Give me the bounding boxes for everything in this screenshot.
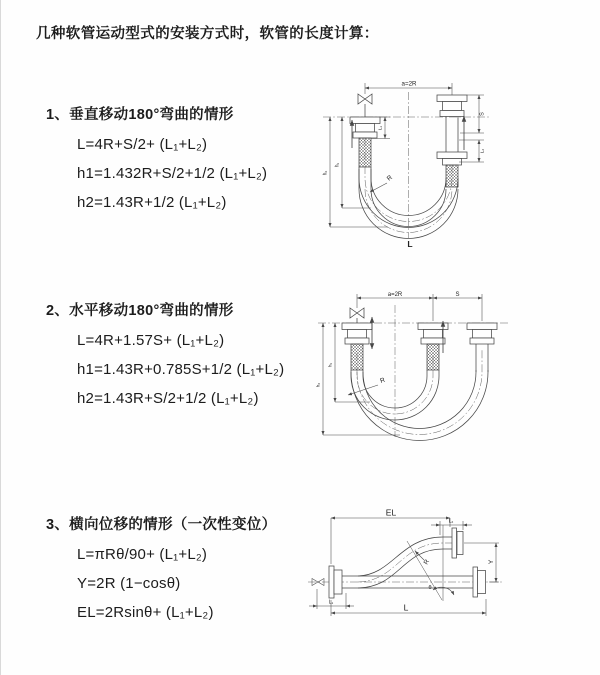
radius-label: R [385, 174, 394, 183]
s-curve-hose [358, 537, 452, 588]
dimension-l [328, 599, 486, 616]
dim-label-h1: h₁ [334, 162, 341, 168]
dim-label-el: EL [385, 507, 397, 518]
section-3-heading: 3、横向位移的情形（一次性变位） [46, 517, 277, 533]
section-3-formula-EL: EL=2Rsinθ+ (L₁+L₂) [77, 604, 214, 621]
theta-label: θ [428, 585, 432, 591]
dim-label-l: L [403, 602, 409, 613]
section-3-formula-L: L=πRθ/90+ (L₁+L₂) [77, 546, 208, 563]
dim-label-a2r: a=2R [387, 291, 403, 298]
dim-label-y: Y [488, 559, 495, 565]
centerlines [323, 92, 490, 238]
section-1-formula-h2: h2=1.43R+1/2 (L₁+L₂) [77, 194, 227, 211]
braided-hose-section [351, 344, 363, 370]
dimension-el [331, 508, 450, 565]
section-2 [46, 299, 316, 407]
right-flange [473, 567, 486, 597]
middle-connector-flange [418, 294, 448, 370]
dimension-a-2r [365, 81, 452, 89]
section-2-heading: 2、水平移动180°弯曲的情形 [46, 303, 234, 319]
section-1-formula-L: L=4R+S/2+ (L₁+L₂) [77, 136, 208, 153]
dim-label-h1: h₁ [328, 362, 334, 368]
dimension-l2 [431, 519, 472, 536]
dim-label-h2: h₂ [322, 170, 329, 176]
dim-label-l1: L₁ [378, 125, 384, 131]
radius-label: R [379, 376, 387, 385]
section-1 [46, 103, 316, 211]
left-connector-flange [350, 117, 380, 167]
dim-label-a2r: a=2R [401, 80, 417, 88]
braided-hose-section [446, 165, 458, 187]
section-1-formula-h1: h1=1.432R+S/2+1/2 (L₁+L₂) [77, 165, 268, 182]
section-2-formula-L: L=4R+1.57S+ (L₁+L₂) [77, 332, 225, 349]
theta-angle [428, 585, 454, 595]
section-3-formula-Y: Y=2R (1−cosθ) [77, 575, 181, 592]
section-1-heading: 1、垂直移动180°弯曲的情形 [46, 107, 234, 123]
radius-callout [370, 174, 394, 192]
braided-hose-section [427, 344, 439, 370]
diagram-vertical-180-bend [309, 70, 504, 255]
diagram-lateral-displacement [303, 503, 573, 643]
dim-label-s: S [479, 112, 486, 116]
length-label: L [407, 239, 413, 249]
dimension-s [433, 292, 482, 298]
page-title: 几种软管运动型式的安装方式时，软管的长度计算： [36, 26, 379, 42]
upper-right-flange [452, 528, 463, 558]
valve-icon [350, 294, 364, 323]
diagram-horizontal-180-bend [310, 287, 520, 447]
section-3 [46, 513, 316, 621]
scan-edge-artifact [0, 0, 1, 675]
section-2-formula-h1: h1=1.43R+0.785S+1/2 (L₁+L₂) [77, 361, 285, 378]
right-connector-flange [437, 83, 467, 187]
dim-label-l2: L₂ [448, 518, 454, 525]
left-connector-flange [342, 323, 372, 370]
section-2-formula-h2: h2=1.43R+S/2+1/2 (L₁+L₂) [77, 390, 259, 407]
dim-label-h2: h₂ [316, 382, 322, 388]
braided-hose-section [359, 138, 371, 167]
dim-label-l2: L₂ [480, 148, 486, 154]
dim-label-l1: L₁ [328, 599, 334, 606]
radius-label: R [422, 558, 432, 566]
radius-construction [407, 525, 443, 601]
dim-label-s: S [455, 291, 460, 298]
dimension-a-2r [357, 292, 433, 298]
